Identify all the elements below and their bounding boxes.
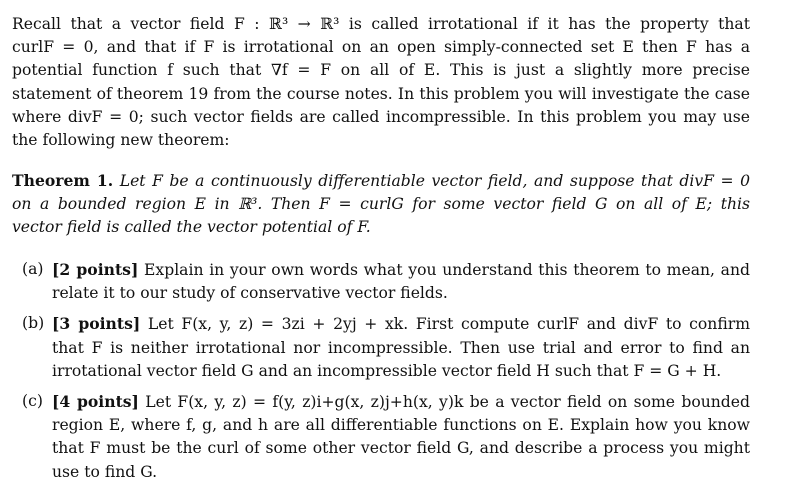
intro-line: potential function f such that ∇f = F on all of E. This is just a slightly more precise — [12, 61, 750, 80]
part-text: Let F(x, y, z) = 3zi + 2yj + xk. First compute curlF and divF to confirm — [147, 315, 750, 334]
part-line: irrotational vector field G and an incompressible vector field H such that F = G + H. — [52, 361, 722, 380]
theorem-text: on a bounded region E in ℝ³. Then F = curlG for some vector field G on all of E; this — [12, 195, 750, 214]
part-line — [52, 390, 750, 414]
part-a — [22, 258, 750, 305]
part-b — [22, 312, 750, 383]
points-label: [3 points] — [52, 314, 141, 334]
theorem-text: Let F be a continuously differentiable vector field, and suppose that divF = 0 — [119, 172, 751, 190]
theorem-line-1 — [12, 169, 750, 193]
theorem-label: Theorem 1. — [12, 171, 114, 190]
theorem-text: vector field is called the vector potential of F. — [12, 218, 371, 237]
intro-paragraph — [12, 13, 750, 152]
part-label: (a) — [22, 260, 44, 278]
part-line: that F must be the curl of some other vector field G, and describe a process you might — [52, 439, 750, 458]
theorem-block — [12, 169, 750, 240]
part-line — [52, 312, 750, 336]
intro-line: the following new theorem: — [12, 131, 230, 150]
intro-line: curlF = 0, and that if F is irrotational on an open simply-connected set E then F has a — [12, 38, 750, 57]
part-line: that F is neither irrotational nor incompressible. Then use trial and error to find an — [52, 338, 750, 357]
part-line: use to find G. — [52, 462, 158, 481]
part-c — [22, 390, 750, 484]
part-line — [52, 258, 750, 282]
part-line: region E, where f, g, and h are all differentiable functions on E. Explain how you know — [52, 416, 750, 435]
intro-line: Recall that a vector field F : ℝ³ → ℝ³ is called irrotational if it has the property that — [12, 15, 750, 33]
points-label: [2 points] — [52, 260, 139, 279]
part-line: relate it to our study of conservative vector fields. — [52, 284, 448, 303]
part-label: (b) — [22, 314, 45, 333]
part-text: Let F(x, y, z) = f(y, z)i+g(x, z)j+h(x, y)k be a vector field on some bounded — [145, 393, 750, 412]
intro-line: statement of theorem 19 from the course notes. In this problem you will investigate the case — [12, 84, 750, 103]
part-text: Explain in your own words what you understand this theorem to mean, and — [144, 261, 750, 279]
problem-parts — [22, 258, 750, 491]
points-label: [4 points] — [52, 392, 139, 412]
part-label: (c) — [22, 392, 43, 411]
intro-line: where divF = 0; such vector fields are called incompressible. In this problem you may use — [12, 107, 750, 126]
